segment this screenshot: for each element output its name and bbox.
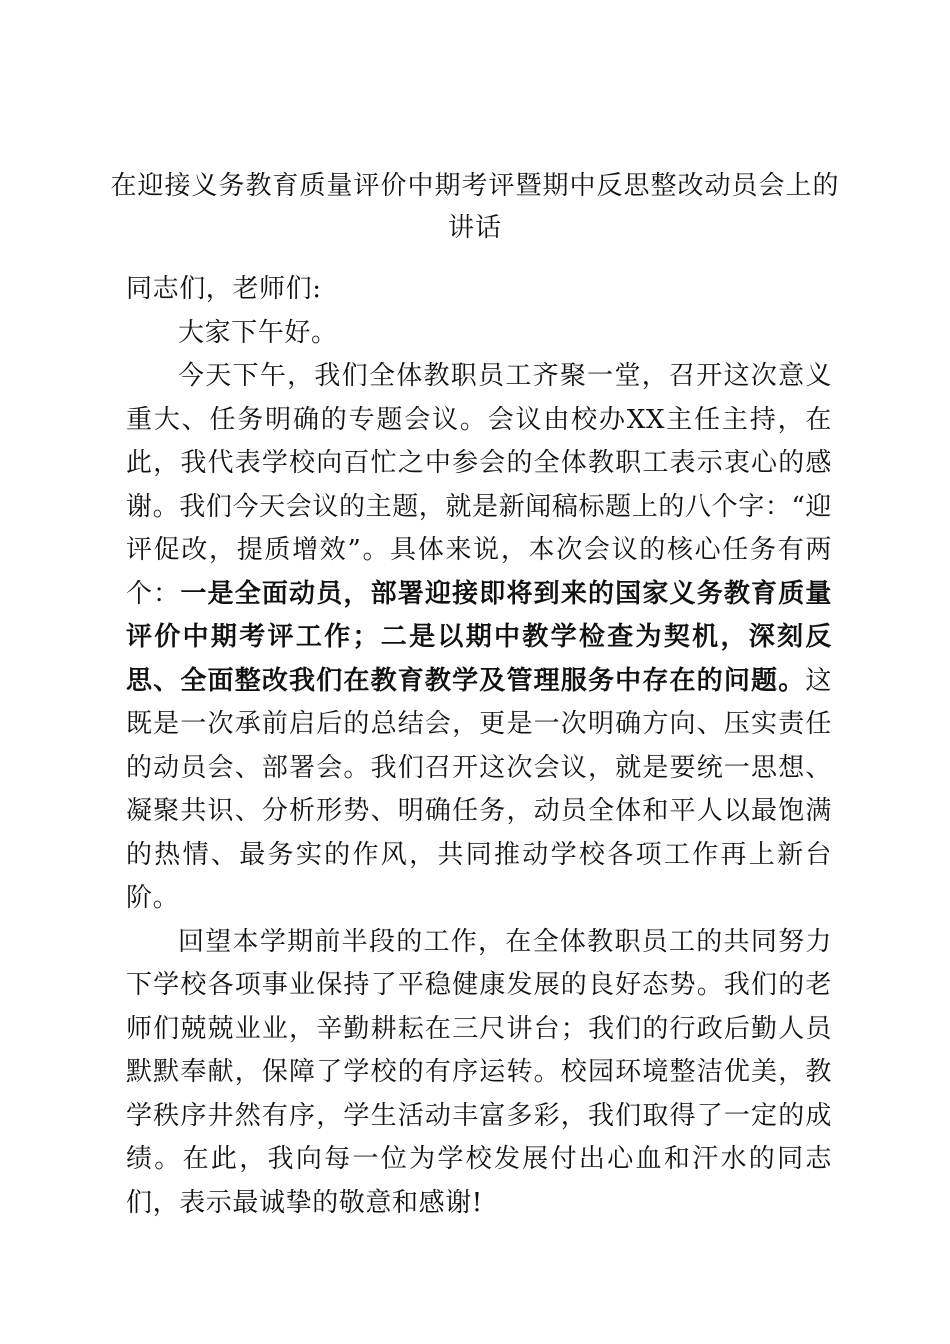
document-title-line-2: 讲话 <box>447 213 502 243</box>
greeting: 大家下午好。 <box>178 317 338 348</box>
paragraph-1-tail: 这既是一次承前启后的总结会，更是一次明确方向、压实责任的动员会、部署会。我们召开这次会议，就是要统一思想、凝聚共识、分析形势、明确任务，动员全体和平人以最饱满的热情、最务实的作风，共同推动学校各项工作再上新台阶。 <box>126 665 832 913</box>
paragraph-1-lead: 今天下午，我们全体教职员工齐聚一堂，召开这次意义重大、任务明确的专题会议。会议由校办XX主任主持，在此，我代表学校向百忙之中参会的全体教职工表示衷心的感谢。我们今天会议的主题，就是新闻稿标题上的八个字：“迎评促改，提质增效”。具体来说，本次会议的核心任务有两个： <box>126 361 832 609</box>
paragraph-1 <box>126 355 832 921</box>
document-title-line-1: 在迎接义务教育质量评价中期考评暨期中反思整改动员会上的 <box>110 171 840 201</box>
paragraph-2: 回望本学期前半段的工作，在全体教职员工的共同努力下学校各项事业保持了平稳健康发展的良好态势。我们的老师们兢兢业业，辛勤耕耘在三尺讲台；我们的行政后勤人员默默奉献，保障了学校的有序运转。校园环境整洁优美，教学秩序井然有序，学生活动丰富多彩，我们取得了一定的成绩。在此，我向每一位为学校发展付出心血和汗水的同志们，表示最诚挚的敬意和感谢! <box>126 926 832 1218</box>
document-body <box>126 268 832 1225</box>
paragraph-1-emphasis: 一是全面动员，部署迎接即将到来的国家义务教育质量评价中期考评工作；二是以期中教学检查为契机，深刻反思、全面整改我们在教育教学及管理服务中存在的问题。 <box>126 578 832 696</box>
salutation: 同志们，老师们: <box>126 274 322 304</box>
